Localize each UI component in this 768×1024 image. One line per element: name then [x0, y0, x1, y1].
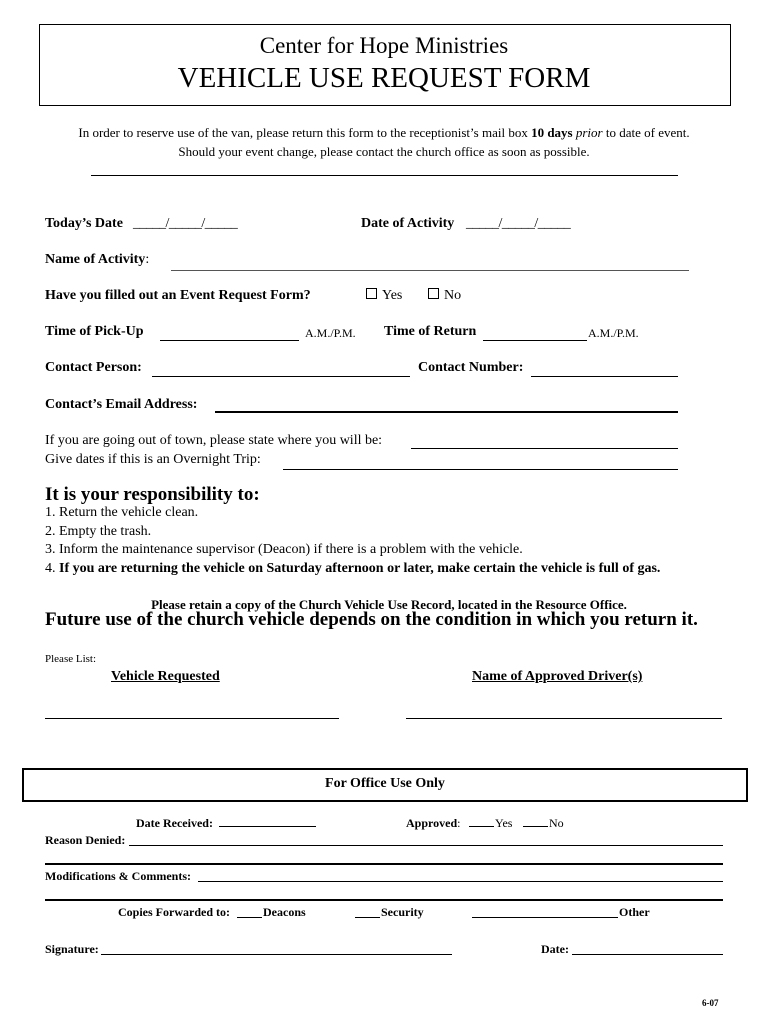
email-field[interactable]: [215, 411, 678, 413]
responsibility-item-3: 3. Inform the maintenance supervisor (Deacon) if there is a problem with the vehicle.: [45, 542, 523, 557]
intro-divider: [91, 175, 678, 176]
time-pickup-field[interactable]: [160, 340, 299, 341]
responsibility-heading: It is your responsibility to:: [45, 484, 260, 505]
reason-denied-field[interactable]: [129, 845, 723, 846]
return-ampm: A.M./P.M.: [588, 326, 639, 340]
approved-yes: Yes: [495, 816, 513, 830]
future-use-notice: Future use of the church vehicle depends on the condition in which you return it.: [45, 609, 698, 630]
email-label: Contact’s Email Address:: [45, 397, 198, 412]
signature-field[interactable]: [101, 954, 452, 955]
out-of-town-label: If you are going out of town, please state where you will be:: [45, 433, 383, 448]
approved-yes-blank[interactable]: [469, 826, 494, 827]
copies-other: Other: [619, 905, 650, 919]
copies-forwarded-label: Copies Forwarded to:: [118, 905, 230, 919]
modifications-line-2[interactable]: [45, 899, 723, 901]
retain-notice: Please retain a copy of the Church Vehicle Use Record, located in the Resource Office.: [151, 597, 627, 612]
todays-date-field[interactable]: _____/_____/_____: [133, 216, 238, 231]
reason-denied-line-2[interactable]: [45, 863, 723, 865]
time-return-label: Time of Return: [384, 324, 477, 339]
approved-drivers-field[interactable]: [406, 718, 722, 719]
office-date-label: Date:: [541, 942, 569, 956]
signature-label: Signature:: [45, 942, 99, 956]
responsibility-item-4: 4. If you are returning the vehicle on Saturday afternoon or later, make certain the vehicle is full of gas.: [45, 561, 661, 576]
contact-number-label: Contact Number:: [418, 360, 524, 375]
name-of-activity-field[interactable]: [171, 270, 689, 271]
vehicle-requested-field[interactable]: [45, 718, 339, 719]
vehicle-requested-heading: Vehicle Requested: [111, 669, 220, 684]
event-request-question: Have you filled out an Event Request Form?: [45, 288, 311, 303]
contact-person-field[interactable]: [152, 376, 410, 377]
date-received-field[interactable]: [219, 826, 316, 827]
please-list-label: Please List:: [45, 653, 97, 665]
modifications-label: Modifications & Comments:: [45, 869, 191, 883]
approved-no-blank[interactable]: [523, 826, 548, 827]
checkbox-yes[interactable]: [366, 288, 377, 299]
intro-line-1: In order to reserve use of the van, please return this form to the receptionist’s mail box 10 days prior to date of event.: [78, 125, 690, 140]
out-of-town-field[interactable]: [411, 448, 678, 449]
office-use-title: For Office Use Only: [325, 776, 445, 791]
date-received-label: Date Received:: [136, 816, 213, 830]
overnight-field[interactable]: [283, 469, 678, 470]
checkbox-no[interactable]: [428, 288, 439, 299]
office-date-field[interactable]: [572, 954, 723, 955]
contact-person-label: Contact Person:: [45, 360, 142, 375]
todays-date-label: Today’s Date: [45, 216, 123, 231]
copies-deacons: Deacons: [263, 905, 306, 919]
copies-security: Security: [381, 905, 424, 919]
reason-denied-label: Reason Denied:: [45, 833, 126, 847]
pickup-ampm: A.M./P.M.: [305, 326, 356, 340]
modifications-field[interactable]: [198, 881, 723, 882]
date-of-activity-field[interactable]: _____/_____/_____: [466, 216, 571, 231]
time-return-field[interactable]: [483, 340, 587, 341]
time-pickup-label: Time of Pick-Up: [45, 324, 144, 339]
event-request-yes[interactable]: Yes: [366, 288, 402, 304]
approved-label: Approved:: [406, 816, 461, 830]
other-blank[interactable]: [472, 917, 618, 918]
approved-no: No: [549, 816, 564, 830]
form-title: VEHICLE USE REQUEST FORM: [177, 62, 591, 94]
contact-number-field[interactable]: [531, 376, 678, 377]
approved-drivers-heading: Name of Approved Driver(s): [472, 669, 643, 684]
intro-line-2: Should your event change, please contact the church office as soon as possible.: [178, 144, 590, 159]
name-of-activity-label: Name of Activity:: [45, 252, 150, 267]
overnight-label: Give dates if this is an Overnight Trip:: [45, 452, 261, 467]
revision-code: 6-07: [702, 998, 719, 1008]
responsibility-item-2: 2. Empty the trash.: [45, 524, 152, 539]
deacons-blank[interactable]: [237, 917, 262, 918]
org-name: Center for Hope Ministries: [259, 33, 509, 58]
responsibility-item-1: 1. Return the vehicle clean.: [45, 505, 199, 520]
date-of-activity-label: Date of Activity: [361, 216, 455, 231]
event-request-no[interactable]: No: [428, 288, 461, 304]
security-blank[interactable]: [355, 917, 380, 918]
